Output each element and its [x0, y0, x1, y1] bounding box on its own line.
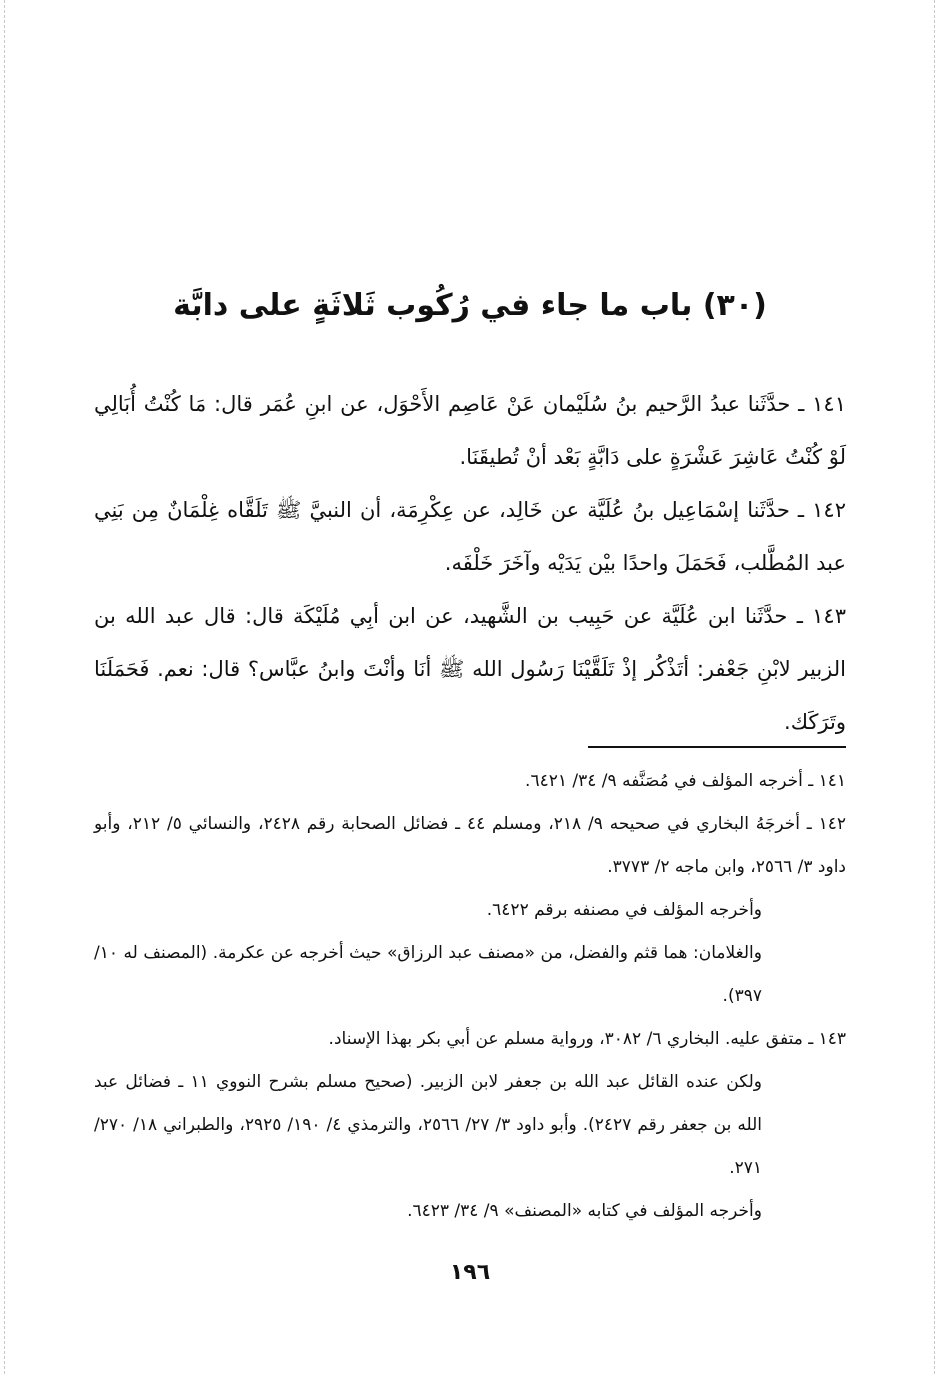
footnote-143-continuation: ولكن عنده القائل عبد الله بن جعفر لابن الزبير. (صحيح مسلم بشرح النووي ١١ ـ فضائل عبد الله بن جعفر رقم ٢٤٢٧). وأبو داود ٣/ ٢٧/ ٢٥٦٦، والترمذي ٤/ ١٩٠/ ٢٩٢٥، والطبراني ١٨/ ٢٧٠/ ٢٧١. [94, 1072, 762, 1178]
footnote-142: ١٤٢ ـ أخرجَهُ البخاري في صحيحه ٩/ ٢١٨، ومسلم ٤٤ ـ فضائل الصحابة رقم ٢٤٢٨، والنسائي ٥/ ٢١٢، وأبو داود ٣/ ٢٥٦٦، وابن ماجه ٢/ ٣٧٧٣. [94, 814, 847, 877]
page-edge-right [934, 0, 935, 1374]
footnote-143-note: وأخرجه المؤلف في كتابه «المصنف» ٩/ ٣٤/ ٦٤٢٣. [407, 1201, 762, 1221]
footnote-141: ١٤١ ـ أخرجه المؤلف في مُصَنَّفه ٩/ ٣٤/ ٦٤٢١. [525, 771, 846, 791]
footnote-142-note: والغلامان: هما قثم والفضل، من «مصنف عبد الرزاق» حيث أخرجه عن عكرمة. (المصنف له ١٠/ ٣٩٧). [94, 943, 762, 1006]
page-edge-left [4, 0, 5, 1374]
page-number: ١٩٦ [449, 1260, 491, 1285]
hadith-142: ١٤٢ ـ حدَّثَنا إسْمَاعِيل بنُ عُلَيَّة عن خَالِد، عن عِكْرِمَة، أن النبيَّ ﷺ تَلَقَّاه غِلْمَانٌ مِن بَنِي عبد المُطَّلب، فَحَمَلَ واحدًا بيْن يَدَيْه وآخَرَ خَلْفَه. [94, 498, 846, 575]
hadith-text [94, 378, 846, 749]
footnote-142-continuation: وأخرجه المؤلف في مصنفه برقم ٦٤٢٢. [486, 900, 762, 920]
footnote-143: ١٤٣ ـ متفق عليه. البخاري ٦/ ٣٠٨٢، ورواية مسلم عن أبي بكر بهذا الإسناد. [328, 1029, 846, 1049]
hadith-141: ١٤١ ـ حدَّثَنا عبدُ الرَّحيم بنُ سُلَيْمان عَنْ عَاصِم الأَحْوَل، عن ابنِ عُمَر قال: مَا كُنْتُ أُبَالِي لَوْ كُنْتُ عَاشِرَ عَشْرَةٍ على دَابَّةٍ بَعْد أنْ تُطيقَنَا. [94, 392, 846, 469]
footnotes [94, 760, 846, 1233]
footnote-divider [588, 746, 846, 748]
hadith-143: ١٤٣ ـ حدَّثَنا ابن عُلَيَّة عن حَبِيب بن الشَّهيد، عن ابن أبِي مُلَيْكَة قال: قال عبد الله بن الزبير لابْنِ جَعْفر: أتَذْكُر إذْ تَلَقَّيْنَا رَسُول الله ﷺ أنَا وأنْتَ وابنُ عبَّاس؟ قال: نعم. فَحَمَلَنَا وتَرَكَك. [94, 604, 846, 734]
chapter-title: (٣٠) باب ما جاء في رُكُوب ثَلاثَةٍ على دابَّة [173, 288, 767, 324]
